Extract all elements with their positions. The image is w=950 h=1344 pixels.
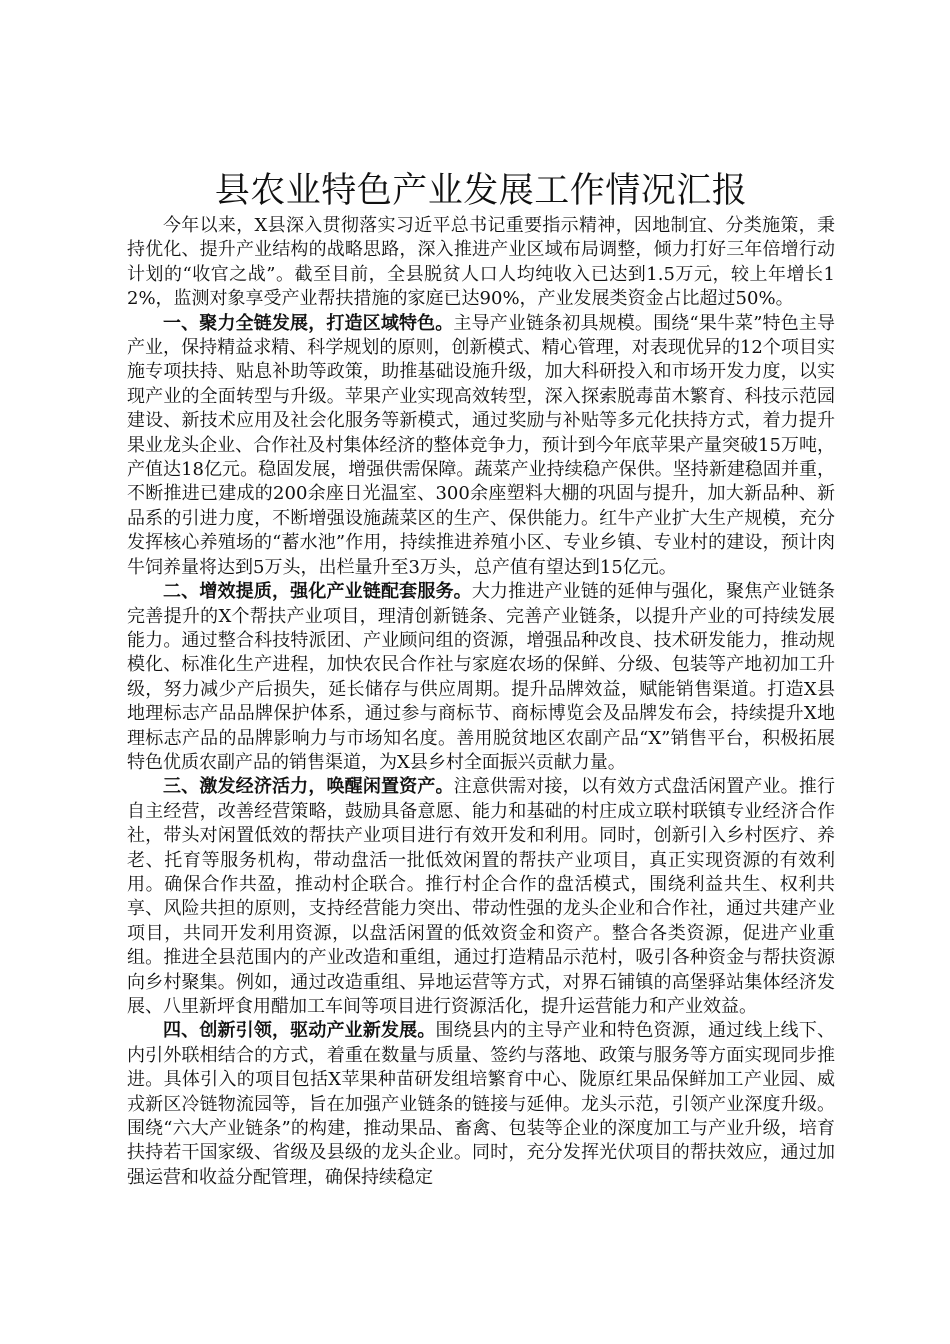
section-paragraph-2 <box>127 580 835 775</box>
section-heading-3: 三、激发经济活力，唤醒闲置资产。 <box>163 776 454 798</box>
section-body-4: 围绕县内的主导产业和特色资源，通过线上线下、内引外联相结合的方式，着重在数量与质量、签约与落地、政策与服务等方面实现同步推进。具体引入的项目包括X苹果种苗研发组培繁育中心、陇原红果品保鲜加工产业园、威戎新区冷链物流园等，旨在加强产业链条的链接与延伸。龙头示范，引领产业深度升级。围绕“六大产业链条”的构建，推动果品、畜禽、包装等企业的深度加工与产业升级，培育扶持若干国家级、省级及县级的龙头企业。同时，充分发挥光伏项目的帮扶效应，通过加强运营和收益分配管理，确保持续稳定 <box>127 1020 835 1188</box>
section-body-2: 大力推进产业链的延伸与强化，聚焦产业链条完善提升的X个帮扶产业项目，理清创新链条、完善产业链条，以提升产业的可持续发展能力。通过整合科技特派团、产业顾问组的资源，增强品种改良、技术研发能力，推动规模化、标准化生产进程，加快农民合作社与家庭农场的保鲜、分级、包装等产地初加工升级，努力减少产后损失，延长储存与供应周期。提升品牌效益，赋能销售渠道。打造X县地理标志产品品牌保护体系，通过参与商标节、商标博览会及品牌发布会，持续提升X地理标志产品的品牌影响力与市场知名度。善用脱贫地区农副产品“X”销售平台，积极拓展特色优质农副产品的销售渠道，为X县乡村全面振兴贡献力量。 <box>127 581 836 773</box>
intro-paragraph: 今年以来，X县深入贯彻落实习近平总书记重要指示精神，因地制宜、分类施策，秉持优化、提升产业结构的战略思路，深入推进产业区域布局调整，倾力打好三年倍增行动计划的“收官之战”。截至目前，全县脱贫人口人均纯收入已达到1.5万元，较上年增长12%，监测对象享受产业帮扶措施的家庭已达90%，产业发展类资金占比超过50%。 <box>127 215 835 310</box>
section-heading-4: 四、创新引领，驱动产业新发展。 <box>163 1020 436 1042</box>
document-title: 县农业特色产业发展工作情况汇报 <box>214 171 748 211</box>
document-page <box>127 170 835 1190</box>
section-heading-1: 一、聚力全链发展，打造区域特色。 <box>163 312 454 334</box>
section-paragraph-1 <box>127 312 835 580</box>
section-body-3: 注意供需对接，以有效方式盘活闲置产业。推行自主经营，改善经营策略，鼓励具备意愿、能力和基础的村庄成立联村联镇专业经济合作社，带头对闲置低效的帮扶产业项目进行有效开发和利用。同时，创新引入乡村医疗、养老、托育等服务机构，带动盘活一批低效闲置的帮扶产业项目，真正实现资源的有效利用。确保合作共盈，推动村企联合。推行村企合作的盘活模式，围绕利益共生、权利共享、风险共担的原则，支持经营能力突出、带动性强的龙头企业和合作社，通过共建产业项目，共同开发利用资源，以盘活闲置的低效资金和资产。整合各类资源，促进产业重组。推进全县范围内的产业改造和重组，通过打造精品示范村，吸引各种资金与帮扶资源向乡村聚集。例如，通过改造重组、异地运营等方式，对界石铺镇的高堡驿站集体经济发展、八里新坪食用醋加工车间等项目进行资源活化，提升运营能力和产业效益。 <box>127 776 836 1017</box>
section-body-1: 主导产业链条初具规模。围绕“果牛菜”特色主导产业，保持精益求精、科学规划的原则，创新模式、精心管理，对表现优异的12个项目实施专项扶持、贴息补助等政策，助推基础设施升级，加大科研投入和市场开发力度，以实现产业的全面转型与升级。苹果产业实现高效转型，深入探索脱毒苗木繁育、科技示范园建设、新技术应用及社会化服务等新模式，通过奖励与补贴等多元化扶持方式，着力提升果业龙头企业、合作社及村集体经济的整体竞争力，预计到今年底苹果产量突破15万吨，产值达18亿元。稳固发展，增强供需保障。蔬菜产业持续稳产保供。坚持新建稳固并重，不断推进已建成的200余座日光温室、300余座塑料大棚的巩固与提升，加大新品种、新品系的引进力度，不断增强设施蔬菜区的生产、保供能力。红牛产业扩大生产规模，充分发挥核心养殖场的“蓄水池”作用，持续推进养殖小区、专业乡镇、专业村的建设，预计肉牛饲养量将达到5万头，出栏量升至3万头，总产值有望达到15亿元。 <box>127 312 835 578</box>
section-paragraph-3 <box>127 775 835 1019</box>
section-heading-2: 二、增效提质，强化产业链配套服务。 <box>163 581 472 603</box>
section-paragraph-4 <box>127 1019 835 1190</box>
